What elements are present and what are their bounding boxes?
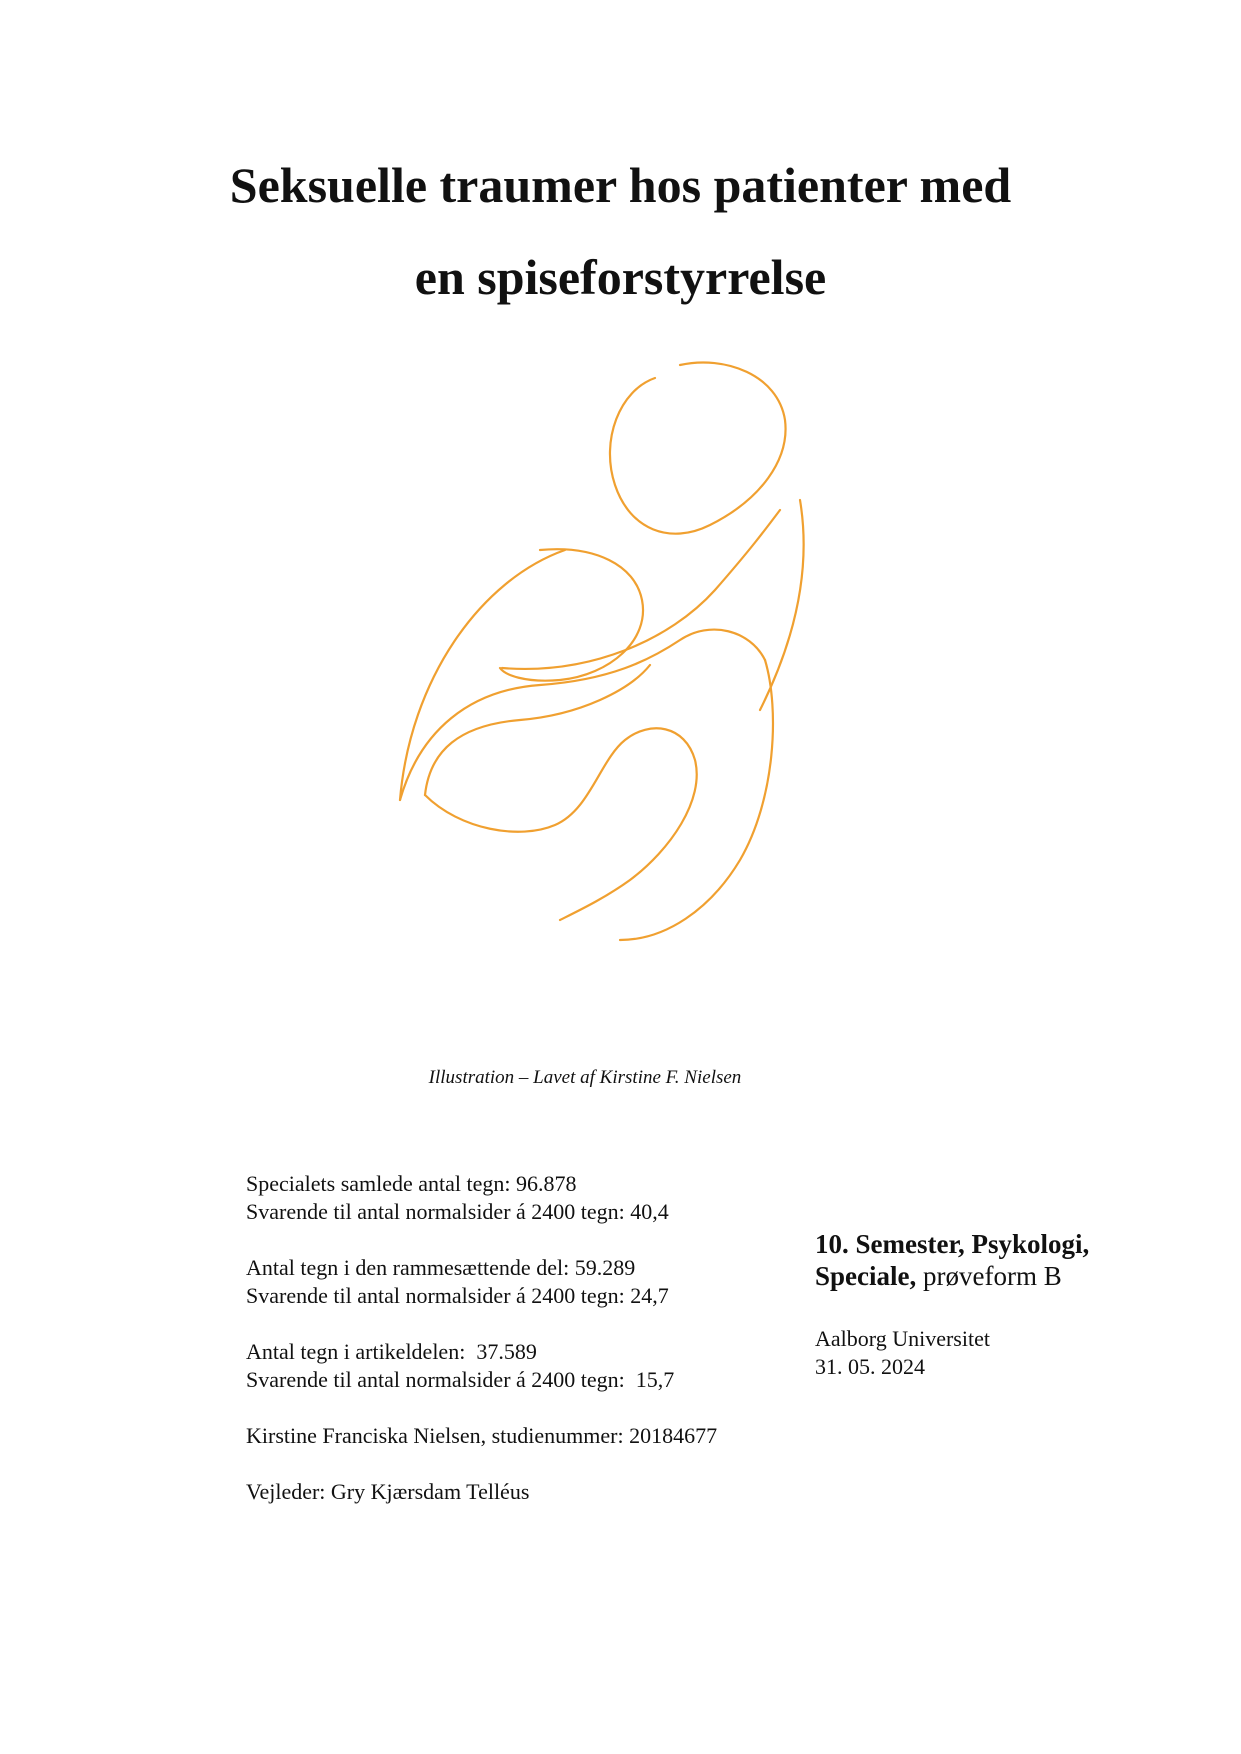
frame-pages: Svarende til antal normalsider á 2400 tegn: 24,7: [246, 1283, 669, 1308]
leg-stroke: [425, 728, 697, 920]
institution-info: [815, 1325, 1195, 1381]
course-info: [815, 1228, 1215, 1292]
total-stats: [246, 1170, 806, 1226]
illustration-caption: Illustration – Lavet af Kirstine F. Nielsen: [428, 1067, 742, 1088]
article-stats: [246, 1338, 806, 1394]
article-pages: Svarende til antal normalsider á 2400 tegn: 15,7: [246, 1367, 675, 1392]
supervisor-block: [246, 1478, 806, 1506]
outer-lower-stroke: [620, 660, 773, 940]
character-stats: [246, 1170, 806, 1534]
speciale-label: Speciale,: [815, 1261, 917, 1291]
mother-head-stroke: [610, 362, 786, 533]
supervisor-line: Vejleder: Gry Kjærsdam Telléus: [246, 1479, 530, 1504]
mother-child-illustration: [380, 330, 860, 1070]
mother-shoulder-stroke: [760, 500, 804, 710]
total-chars: Specialets samlede antal tegn: 96.878: [246, 1171, 577, 1196]
frame-chars: Antal tegn i den rammesættende del: 59.289: [246, 1255, 636, 1280]
proveform-label: prøveform B: [916, 1261, 1062, 1291]
mother-arm-stroke: [502, 510, 780, 669]
submission-date: 31. 05. 2024: [815, 1354, 925, 1379]
author-block: [246, 1422, 806, 1450]
mother-child-line-art-icon: [380, 330, 860, 1070]
title-line-1: Seksuelle traumer hos patienter med: [229, 157, 1012, 213]
mother-back-stroke: [400, 550, 565, 800]
title-line-2: en spiseforstyrrelse: [414, 249, 827, 305]
semester-line: 10. Semester, Psykologi,: [815, 1229, 1090, 1259]
article-chars: Antal tegn i artikeldelen: 37.589: [246, 1339, 537, 1364]
child-head-stroke: [500, 549, 643, 680]
university-name: Aalborg Universitet: [815, 1326, 990, 1351]
total-pages: Svarende til antal normalsider á 2400 tegn: 40,4: [246, 1199, 669, 1224]
frame-stats: [246, 1254, 806, 1310]
author-line: Kirstine Franciska Nielsen, studienummer: 20184677: [246, 1423, 718, 1448]
body-flow-stroke: [400, 630, 765, 800]
